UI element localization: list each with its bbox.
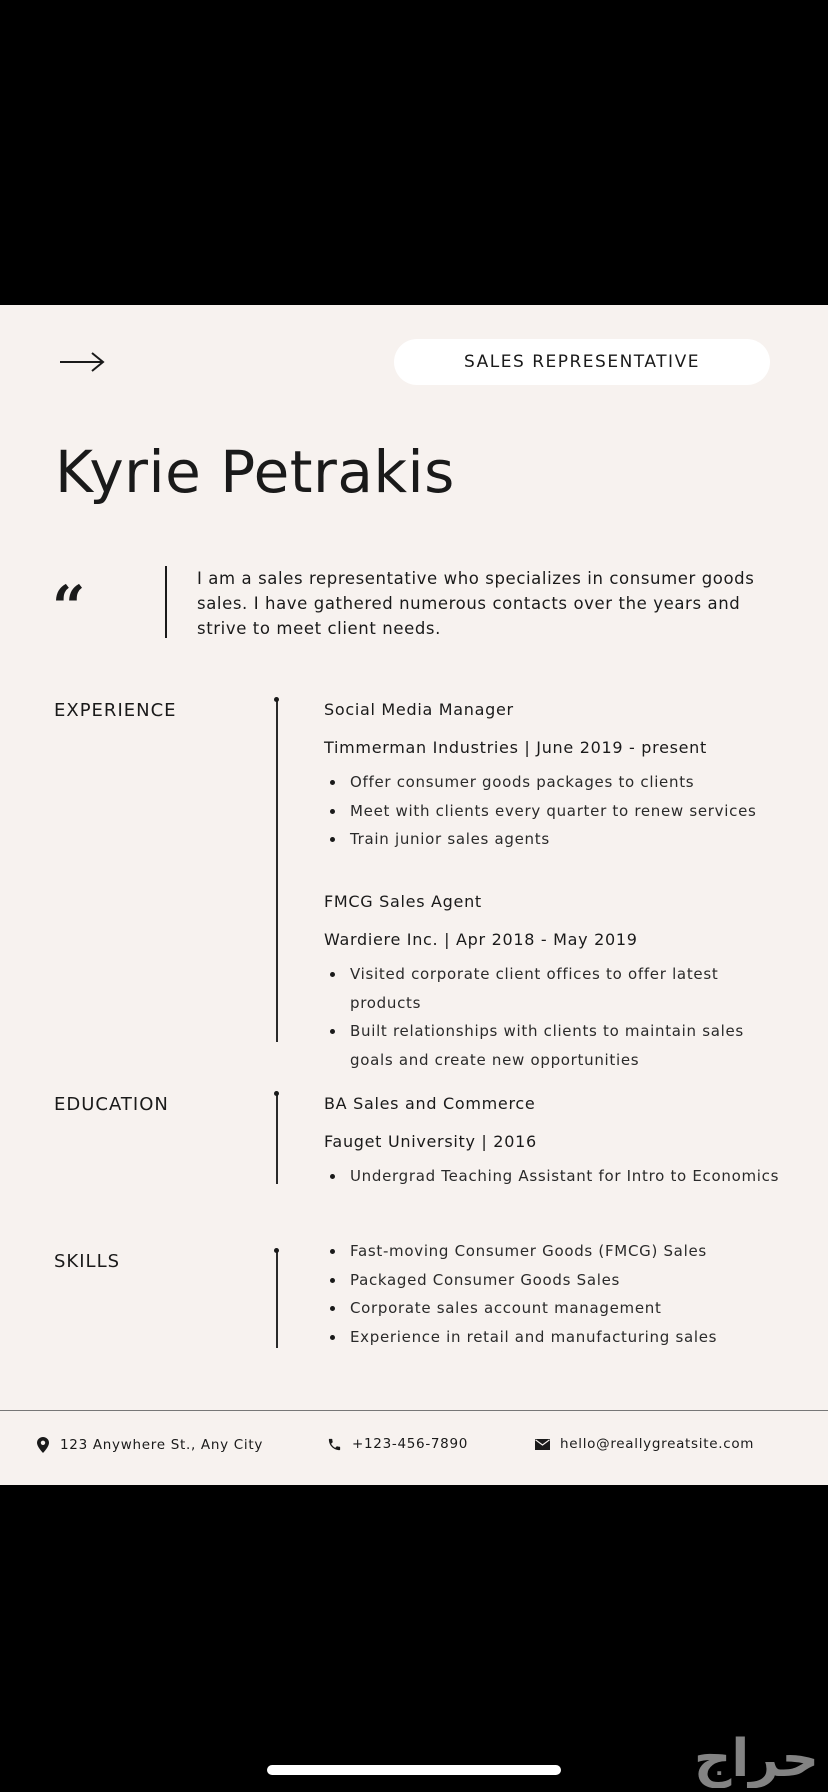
home-indicator[interactable] [267,1765,561,1775]
list-item: Train junior sales agents [324,825,794,854]
skills-heading: SKILLS [54,1251,121,1272]
experience-timeline [276,700,278,1042]
list-item: Fast-moving Consumer Goods (FMCG) Sales [324,1237,794,1266]
quote-icon: “ [52,573,86,641]
degree: BA Sales and Commerce [324,1094,536,1113]
phone-text: +123-456-7890 [352,1436,469,1452]
haraj-watermark-logo [594,1728,824,1788]
footer-address [36,1436,263,1454]
list-item: Corporate sales account management [324,1294,794,1323]
candidate-name: Kyrie Petrakis [55,438,455,506]
skills-bullets [324,1237,794,1351]
education-bullets [324,1162,794,1191]
footer-email [535,1436,754,1452]
list-item: Undergrad Teaching Assistant for Intro to Economics [324,1162,794,1191]
envelope-icon [535,1439,550,1450]
job-company: Timmerman Industries | June 2019 - present [324,738,708,757]
footer-divider [0,1410,828,1411]
job-title: Social Media Manager [324,700,514,719]
experience-heading: EXPERIENCE [54,700,177,721]
education-entry [324,1092,794,1191]
list-item: Visited corporate client offices to offer latest products [324,960,744,1017]
skills-timeline [276,1251,278,1348]
svg-text:حراج: حراج [693,1729,819,1788]
phone-icon [327,1437,342,1452]
list-item: Meet with clients every quarter to renew services [324,797,794,826]
job-entry [324,890,794,1074]
education-heading: EDUCATION [54,1094,169,1115]
location-pin-icon [36,1436,50,1454]
quote-divider [165,566,167,638]
job-company: Wardiere Inc. | Apr 2018 - May 2019 [324,930,638,949]
list-item: Packaged Consumer Goods Sales [324,1266,794,1295]
education-timeline [276,1094,278,1184]
school: Fauget University | 2016 [324,1132,537,1151]
job-bullets [324,768,794,854]
list-item: Experience in retail and manufacturing sales [324,1323,794,1352]
address-text: 123 Anywhere St., Any City [60,1437,264,1453]
list-item: Built relationships with clients to maintain sales goals and create new opportunities [324,1017,744,1074]
footer-phone [327,1436,468,1452]
list-item: Offer consumer goods packages to clients [324,768,794,797]
skills-list [324,1237,794,1351]
arrow-right-icon [58,348,106,376]
job-title: FMCG Sales Agent [324,892,482,911]
email-text: hello@reallygreatsite.com [560,1436,755,1452]
job-entry [324,698,794,854]
job-title-badge: SALES REPRESENTATIVE [394,339,770,385]
job-bullets [324,960,744,1074]
summary-text: I am a sales representative who specializes in consumer goods sales. I have gathered numerous contacts over the years and strive to meet client needs. [197,569,755,638]
